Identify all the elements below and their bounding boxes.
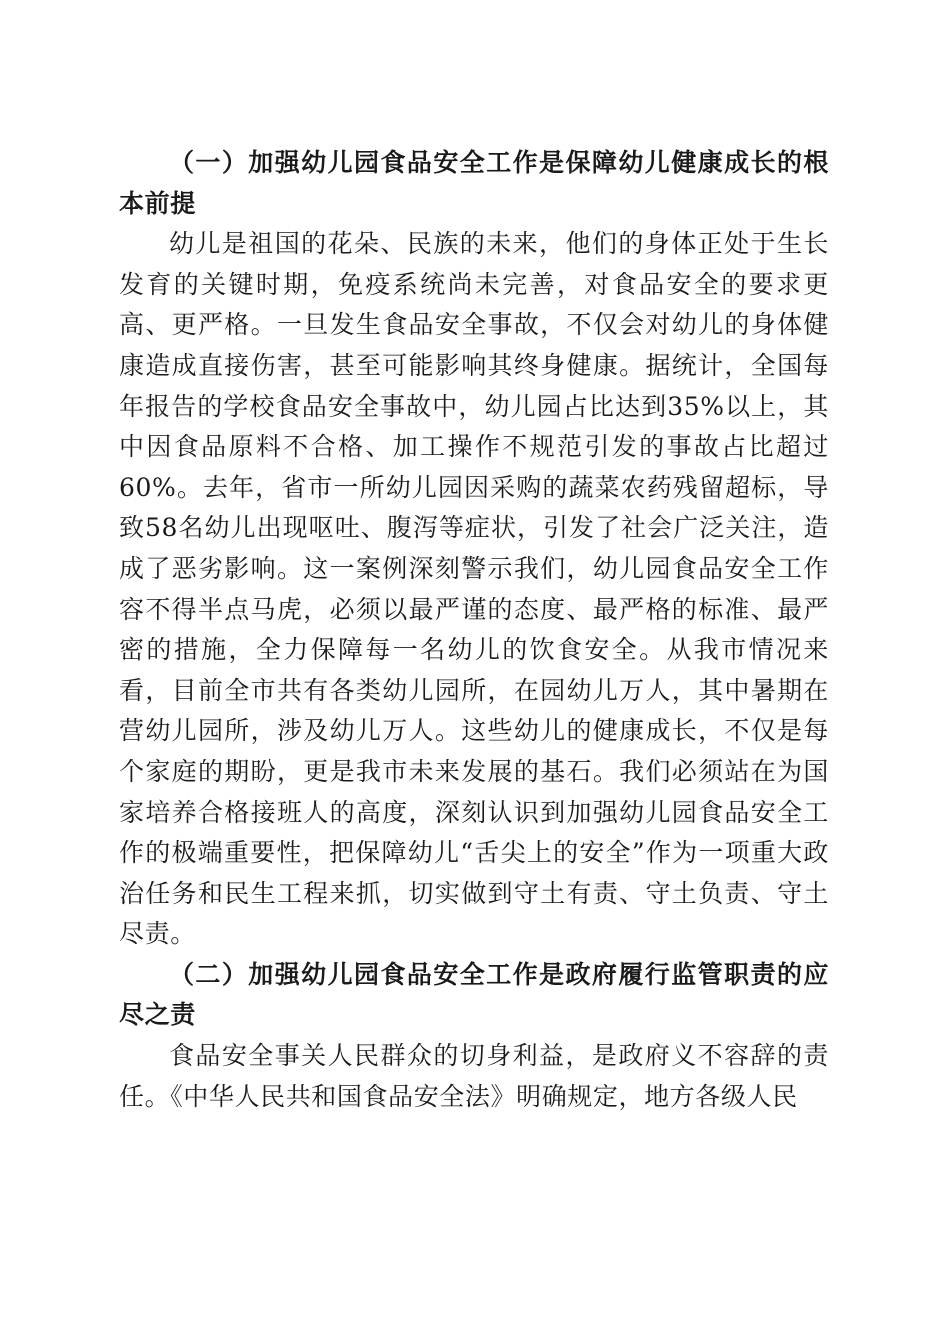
section-heading-1: （一）加强幼儿园食品安全工作是保障幼儿健康成长的根本前提 — [119, 148, 829, 218]
document-body — [119, 143, 829, 1117]
section-paragraph-1: 幼儿是祖国的花朵、民族的未来，他们的身体正处于生长发育的关键时期，免疫系统尚未完善，对食品安全的要求更高、更严格。一旦发生食品安全事故，不仅会对幼儿的身体健康造成直接伤害，甚至可能影响其终身健康。据统计，全国每年报告的学校食品安全事故中，幼儿园占比达到35%以上，其中因食品原料不合格、加工操作不规范引发的事故占比超过60%。去年，省市一所幼儿园因采购的蔬菜农药残留超标，导致58名幼儿出现呕吐、腹泻等症状，引发了社会广泛关注，造成了恶劣影响。这一案例深刻警示我们，幼儿园食品安全工作容不得半点马虎，必须以最严谨的态度、最严格的标准、最严密的措施，全力保障每一名幼儿的饮食安全。从我市情况来看，目前全市共有各类幼儿园所，在园幼儿万人，其中暑期在营幼儿园所，涉及幼儿万人。这些幼儿的健康成长，不仅是每个家庭的期盼，更是我市未来发展的基石。我们必须站在为国家培养合格接班人的高度，深刻认识到加强幼儿园食品安全工作的极端重要性，把保障幼儿“舌尖上的安全”作为一项重大政治任务和民生工程来抓，切实做到守土有责、守土负责、守土尽责。 — [119, 229, 829, 949]
section-paragraph-2: 食品安全事关人民群众的切身利益，是政府义不容辞的责任。《中华人民共和国食品安全法》明确规定，地方各级人民 — [119, 1041, 829, 1111]
section-heading-2: （二）加强幼儿园食品安全工作是政府履行监管职责的应尽之责 — [119, 959, 829, 1030]
